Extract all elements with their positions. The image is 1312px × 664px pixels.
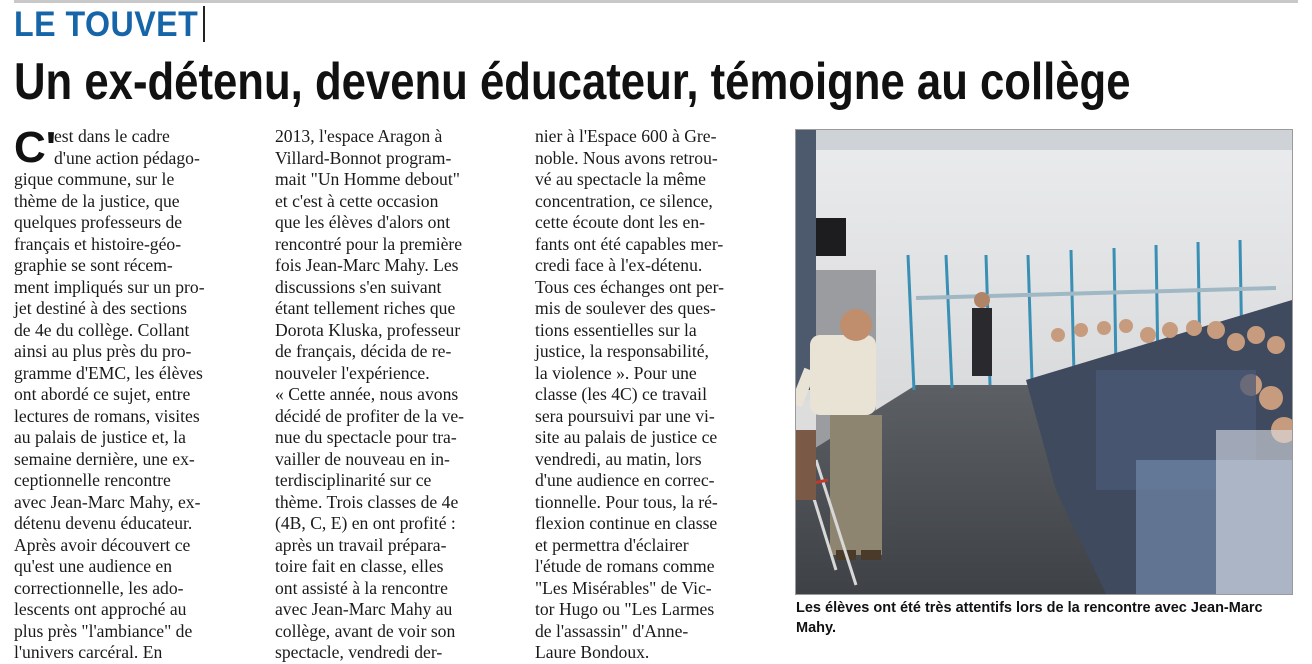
article-text-line: Laure Bondoux. bbox=[535, 642, 650, 662]
article-text-line: et c'est à cette occasion bbox=[275, 190, 439, 211]
article-text-line: gramme d'EMC, les élèves bbox=[14, 362, 203, 383]
section-divider bbox=[203, 6, 205, 42]
article-text-line: de l'assassin" d'Anne- bbox=[535, 620, 689, 641]
article-text-line: nouveler l'expérience. bbox=[275, 362, 430, 383]
article-text-line: noble. Nous avons retrou- bbox=[535, 147, 718, 168]
article-text-line: après un travail prépara- bbox=[275, 534, 447, 555]
article-text-line: fants ont été capables mer- bbox=[535, 233, 724, 254]
article-text-line: d'une audience en correc- bbox=[535, 470, 715, 490]
article-text-line: terdisciplinarité sur ce bbox=[275, 470, 432, 490]
article-text-line: avec Jean-Marc Mahy au bbox=[275, 599, 453, 619]
article-text-line: justice, la responsabilité, bbox=[535, 341, 709, 361]
article-text-line: ont assisté à la rencontre bbox=[275, 577, 448, 598]
section-label: LE TOUVET bbox=[14, 5, 199, 44]
article-text-line: thème. Trois classes de 4e bbox=[275, 491, 459, 512]
article-text-line: fois Jean-Marc Mahy. Les bbox=[275, 255, 459, 275]
article-text-line: site au palais de justice ce bbox=[535, 427, 718, 447]
article-text-line: rencontré pour la première bbox=[275, 233, 463, 254]
article-text-line: au palais de justice et, la bbox=[14, 427, 186, 447]
article-text-line: ainsi au plus près du pro- bbox=[14, 341, 192, 361]
article-text-line: lectures de romans, visites bbox=[14, 405, 200, 426]
article-text-line: tor Hugo ou "Les Larmes bbox=[535, 599, 715, 619]
article-text-line: 2013, l'espace Aragon à bbox=[275, 126, 443, 146]
article-text-line: cette écoute dont les en- bbox=[535, 212, 705, 232]
article-text-line: (4B, C, E) en ont profité : bbox=[275, 513, 456, 533]
article-text-line: la violence ». Pour une bbox=[535, 362, 697, 383]
classroom-scene-image bbox=[796, 130, 1292, 594]
article-text-line: vailler de nouveau en in- bbox=[275, 448, 450, 469]
article-text-line: spectacle, vendredi der- bbox=[275, 642, 443, 662]
article-text-line: tionnelle. Pour tous, la ré- bbox=[535, 491, 718, 512]
article-text-line: ont abordé ce sujet, entre bbox=[14, 384, 191, 404]
article-text-line: vendredi, au matin, lors bbox=[535, 448, 702, 469]
article-text-line: qu'est une audience en bbox=[14, 556, 173, 576]
article-text-line: Dorota Kluska, professeur bbox=[275, 319, 461, 340]
article-text-line: graphie se sont récem- bbox=[14, 255, 173, 275]
article-text-line: quelques professeurs de bbox=[14, 212, 183, 232]
article-text-line: sera poursuivi par une vi- bbox=[535, 405, 715, 426]
article-text-line: détenu devenu éducateur. bbox=[14, 513, 193, 533]
article-text-line: collège, avant de voir son bbox=[275, 620, 456, 641]
article-headline: Un ex-détenu, devenu éducateur, témoigne au collège bbox=[14, 53, 1131, 111]
article-text-line: ment impliqués sur un pro- bbox=[14, 276, 205, 297]
article-text-line: concentration, ce silence, bbox=[535, 190, 713, 211]
drop-cap: C' bbox=[14, 123, 57, 172]
article-text-line: flexion continue en classe bbox=[535, 513, 718, 533]
article-text-line: gique commune, sur le bbox=[14, 169, 175, 189]
article-text-line: toire fait en classe, elles bbox=[275, 556, 444, 576]
article-text-line: correctionnelle, les ado- bbox=[14, 577, 184, 598]
article-text-line: avec Jean-Marc Mahy, ex- bbox=[14, 491, 201, 512]
article-column-3 bbox=[535, 126, 773, 664]
article-text-line: jet destiné à des sections bbox=[14, 298, 187, 318]
article-text-line: l'étude de romans comme bbox=[535, 556, 715, 576]
article-text-line: Tous ces échanges ont per- bbox=[535, 276, 724, 297]
article-text-line: classe (les 4C) ce travail bbox=[535, 384, 707, 404]
article-text-line: tions essentielles sur la bbox=[535, 319, 697, 340]
article-column-2 bbox=[275, 126, 513, 664]
photo-caption bbox=[796, 598, 1296, 638]
article-text-line: nier à l'Espace 600 à Gre- bbox=[535, 126, 717, 146]
article-text-line: plus près "l'ambiance" de bbox=[14, 620, 193, 641]
article-text-line: de 4e du collège. Collant bbox=[14, 319, 190, 340]
article-text-line: nue du spectacle pour tra- bbox=[275, 427, 457, 447]
article-text-line: Villard-Bonnot program- bbox=[275, 147, 452, 168]
article-text-line: credi face à l'ex-détenu. bbox=[535, 255, 703, 275]
caption-line: Mahy. bbox=[796, 620, 837, 636]
article-text-line: discussions s'en suivant bbox=[275, 276, 442, 297]
article-text-line: lescents ont approché au bbox=[14, 599, 187, 619]
article-text-line: thème de la justice, que bbox=[14, 190, 180, 211]
article-text-line: "Les Misérables" de Vic- bbox=[535, 577, 712, 598]
article-text-line: semaine dernière, une ex- bbox=[14, 448, 195, 469]
article-text-line: étant tellement riches que bbox=[275, 298, 456, 318]
article-text-line: décidé de profiter de la ve- bbox=[275, 405, 465, 426]
article-text-line: « Cette année, nous avons bbox=[275, 384, 459, 404]
article-text-line: l'univers carcéral. En bbox=[14, 642, 163, 662]
article-text-line: français et histoire-géo- bbox=[14, 233, 182, 254]
article-text-line: Après avoir découvert ce bbox=[14, 534, 191, 555]
article-text-line: vé au spectacle la même bbox=[535, 169, 706, 189]
article-text-line: mis de soulever des ques- bbox=[535, 298, 716, 318]
article-text-line: de français, décida de re- bbox=[275, 341, 452, 361]
article-column-1 bbox=[14, 123, 252, 664]
article-text-line: est dans le cadre bbox=[54, 126, 170, 146]
article-photo bbox=[795, 129, 1293, 595]
top-rule bbox=[14, 0, 1298, 3]
article-text-line: ceptionnelle rencontre bbox=[14, 470, 171, 490]
article-text-line: mait "Un Homme debout" bbox=[275, 169, 460, 189]
article-text-line: et permettra d'éclairer bbox=[535, 534, 689, 555]
article-text-line: que les élèves d'alors ont bbox=[275, 212, 451, 232]
article-text-line: d'une action pédago- bbox=[54, 147, 200, 168]
caption-line: Les élèves ont été très attentifs lors de la rencontre avec Jean-Marc bbox=[796, 600, 1263, 616]
